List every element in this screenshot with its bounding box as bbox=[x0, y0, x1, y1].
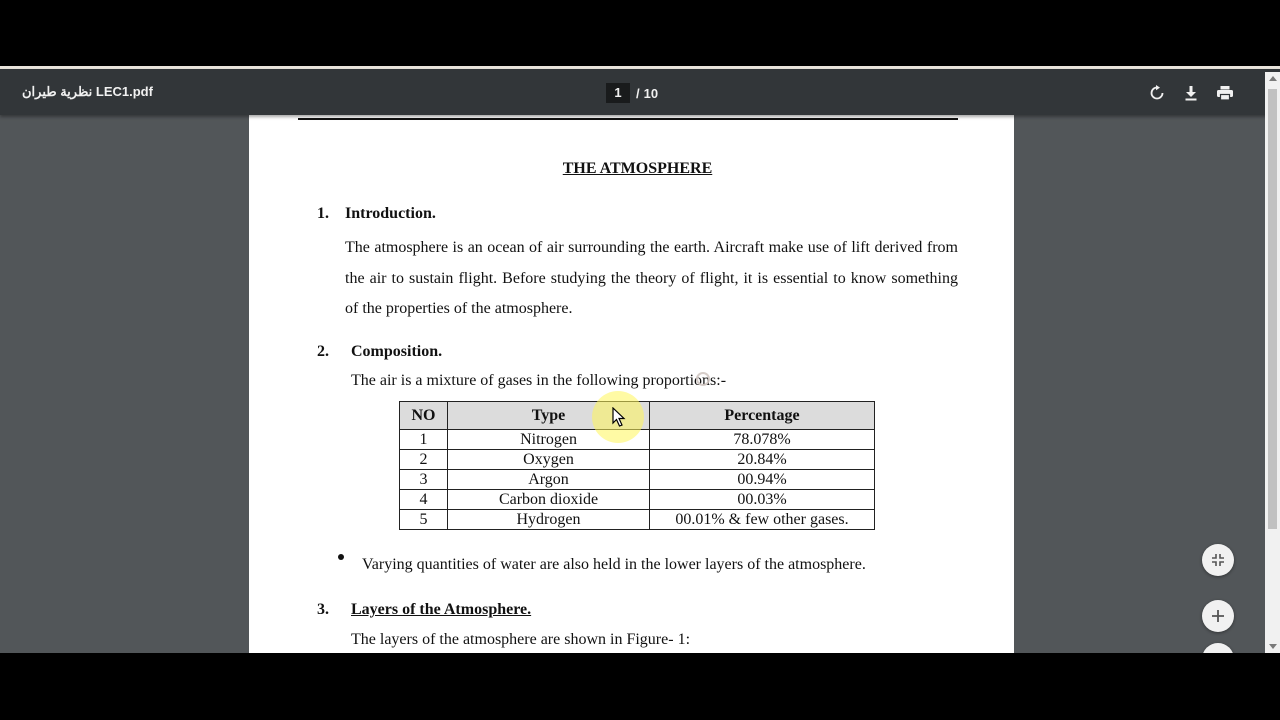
introduction-paragraph: The atmosphere is an ocean of air surrounding the earth. Aircraft make use of lift derived from the air to sustain flight. Before studying the theory of flight, it is essential to know something of the properties of the atmosphere. bbox=[345, 239, 958, 317]
section-title-introduction: Introduction. bbox=[345, 205, 436, 222]
table-cell: 1 bbox=[400, 430, 448, 450]
section-number: 2. bbox=[317, 343, 329, 360]
table-row bbox=[400, 450, 875, 470]
table-cell: 5 bbox=[400, 510, 448, 530]
table-cell: Nitrogen bbox=[448, 430, 650, 450]
table-cell: 00.94% bbox=[650, 470, 875, 490]
total-pages: 10 bbox=[643, 85, 659, 101]
click-indicator-icon bbox=[696, 372, 710, 386]
table-cell: Carbon dioxide bbox=[448, 490, 650, 510]
composition-paragraph: The air is a mixture of gases in the following proportions:- bbox=[351, 372, 727, 389]
table-cell: 78.078% bbox=[650, 430, 875, 450]
video-letterbox-top bbox=[0, 0, 1280, 66]
rotate-icon[interactable] bbox=[1146, 82, 1168, 104]
print-icon[interactable] bbox=[1214, 82, 1236, 104]
table-cell: 00.03% bbox=[650, 490, 875, 510]
pdf-page bbox=[249, 115, 1014, 653]
table-cell: 4 bbox=[400, 490, 448, 510]
zoom-in-icon bbox=[1211, 609, 1225, 623]
table-cell: Hydrogen bbox=[448, 510, 650, 530]
document-title: نظرية طيران LEC1.pdf bbox=[22, 84, 153, 99]
table-cell: Argon bbox=[448, 470, 650, 490]
header-rule bbox=[298, 118, 958, 120]
table-cell: 20.84% bbox=[650, 450, 875, 470]
pdf-toolbar bbox=[0, 69, 1280, 115]
column-header: Type bbox=[448, 402, 650, 430]
table-cell: 3 bbox=[400, 470, 448, 490]
pdf-viewer bbox=[0, 66, 1280, 653]
table-cell: 2 bbox=[400, 450, 448, 470]
zoom-in-button[interactable] bbox=[1202, 600, 1234, 632]
bullet-icon bbox=[338, 554, 344, 560]
video-letterbox-bottom bbox=[0, 653, 1280, 720]
section-title-composition: Composition. bbox=[351, 343, 443, 360]
layers-paragraph: The layers of the atmosphere are shown in Figure- 1: bbox=[351, 631, 691, 648]
section-number: 1. bbox=[317, 205, 329, 222]
mouse-pointer-icon bbox=[612, 407, 626, 432]
table-cell: Oxygen bbox=[448, 450, 650, 470]
fit-to-page-button[interactable] bbox=[1202, 544, 1234, 576]
table-row bbox=[400, 490, 875, 510]
scroll-down-arrow-icon[interactable] bbox=[1269, 644, 1277, 649]
scroll-up-arrow-icon[interactable] bbox=[1269, 76, 1277, 81]
zoom-out-button[interactable] bbox=[1202, 643, 1234, 653]
page-indicator bbox=[606, 83, 658, 103]
zoom-out-icon bbox=[1211, 652, 1225, 653]
fit-to-page-icon bbox=[1211, 553, 1225, 567]
table-cell: 00.01% & few other gases. bbox=[650, 510, 875, 530]
section-number: 3. bbox=[317, 601, 329, 618]
document-heading: THE ATMOSPHERE bbox=[562, 160, 713, 177]
column-header: NO bbox=[400, 402, 448, 430]
current-page-input[interactable]: 1 bbox=[606, 83, 630, 103]
section-title-layers: Layers of the Atmosphere. bbox=[351, 601, 532, 618]
column-header: Percentage bbox=[650, 402, 875, 430]
download-icon[interactable] bbox=[1180, 82, 1202, 104]
bullet-text: Varying quantities of water are also held in the lower layers of the atmosphere. bbox=[362, 556, 866, 573]
page-separator: / bbox=[636, 85, 640, 101]
vertical-scrollbar[interactable] bbox=[1265, 72, 1280, 653]
scrollbar-thumb[interactable] bbox=[1268, 89, 1277, 529]
table-row bbox=[400, 470, 875, 490]
table-row bbox=[400, 510, 875, 530]
